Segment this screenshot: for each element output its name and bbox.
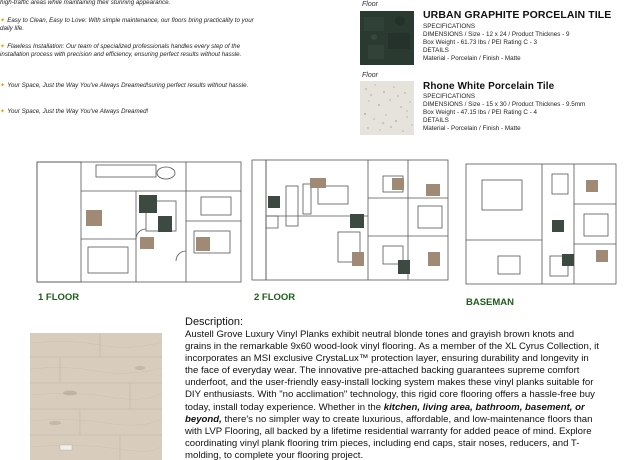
feature-item [0,17,268,33]
floor-plan-2 [248,156,450,286]
floor-plan-basement [462,160,620,290]
tile-material: Material - Porcelain / Finish - Matte [423,55,521,62]
urban-graphite-swatch [360,11,414,65]
specs-heading: SPECIFICATIONS [423,93,476,100]
tile-weight: Box Weight - 61.73 lbs / PEI Rating C - 3 [423,39,537,46]
tile-dimensions: DIMENSIONS / Size - 15 x 30 / Product Thicknes - 9.5mm [423,101,586,108]
details-heading: DETAILS [423,117,449,124]
feature-item [0,108,268,116]
description-title: Description: [185,316,244,328]
tile-dimensions: DIMENSIONS / Size - 12 x 24 / Product Thicknes - 9 [423,31,570,38]
feature-text: Flawless Installation: Our team of specialized professionals handles every step of the installation process with precision and efficiency, ensuring perfect results without hassle. [0,43,242,58]
star-icon: ✦ [0,108,6,115]
plan-label-basement: BASEMAN [466,297,515,308]
star-icon: ✦ [0,17,6,24]
tile-name: Rhone White Porcelain Tile [423,81,555,92]
tile-info [423,81,585,133]
vinyl-plank-swatch [30,333,162,460]
feature-text: Your Space, Just the Way You've Always Dreamed! [7,108,149,115]
rhone-white-swatch [360,81,414,135]
description-text-before: Austell Grove Luxury Vinyl Planks exhibit neutral blonde tones and grayish brown knots and grains in the remarkable 9x60 wood-look vinyl flooring. As a member of the XL Cyrus Collection, it incorporates an MSI exclusive CrystaLux™ protection layer, ensuring durability and longevity in the face of everyday wear. The innovative pre-attached backing guarantees supreme comfort underfoot, and the user-friendly easy-install locking system makes these vinyl planks suitable for DIY enthusiasts. With "no acclimation" technology, this rigid core flooring offers a hassle-free buy today, install today experience. Whether in the [185,329,599,413]
floor-tag: Floor [362,72,378,79]
feature-item [0,43,268,59]
tile-material: Material - Porcelain / Finish - Matte [423,125,521,132]
plan-label-2-floor: 2 FLOOR [254,292,296,303]
specs-heading: SPECIFICATIONS [423,23,476,30]
tile-weight: Box Weight - 47.15 lbs / PEI Rating C - 4 [423,109,537,116]
feature-item [0,82,268,90]
floor-tag: Floor [362,1,378,8]
plan-label-1-floor: 1 FLOOR [38,292,80,303]
feature-cut-line: high-traffic areas while maintaining their stunning appearance. [0,0,171,6]
description-emphasis: kitchen, living area, bathroom, basement, or beyond, [185,401,585,425]
description-text-after: there's no simpler way to create luxurious, affordable, and low-maintenance floors than with LVP Flooring, all backed by a lifetime residential warranty for added peace of mind. Explore coordinating vinyl plank flooring trim pieces, including end caps, stair noses, reducers, and T-molding, to complete your flooring project. [185,413,593,460]
floor-plan-1 [36,161,242,283]
star-icon: ✦ [0,82,6,89]
description-body [185,329,600,460]
star-icon: ✦ [0,43,6,50]
feature-text: Your Space, Just the Way You've Always Dreamed!suring perfect results without hassle. [7,82,249,89]
tile-info [423,9,611,63]
feature-text: Easy to Clean, Easy to Love: With simple maintenance, our floors bring practicality to your daily life. [0,17,254,32]
details-heading: DETAILS [423,47,449,54]
tile-name: URBAN GRAPHITE PORCELAIN TILE [423,9,612,21]
